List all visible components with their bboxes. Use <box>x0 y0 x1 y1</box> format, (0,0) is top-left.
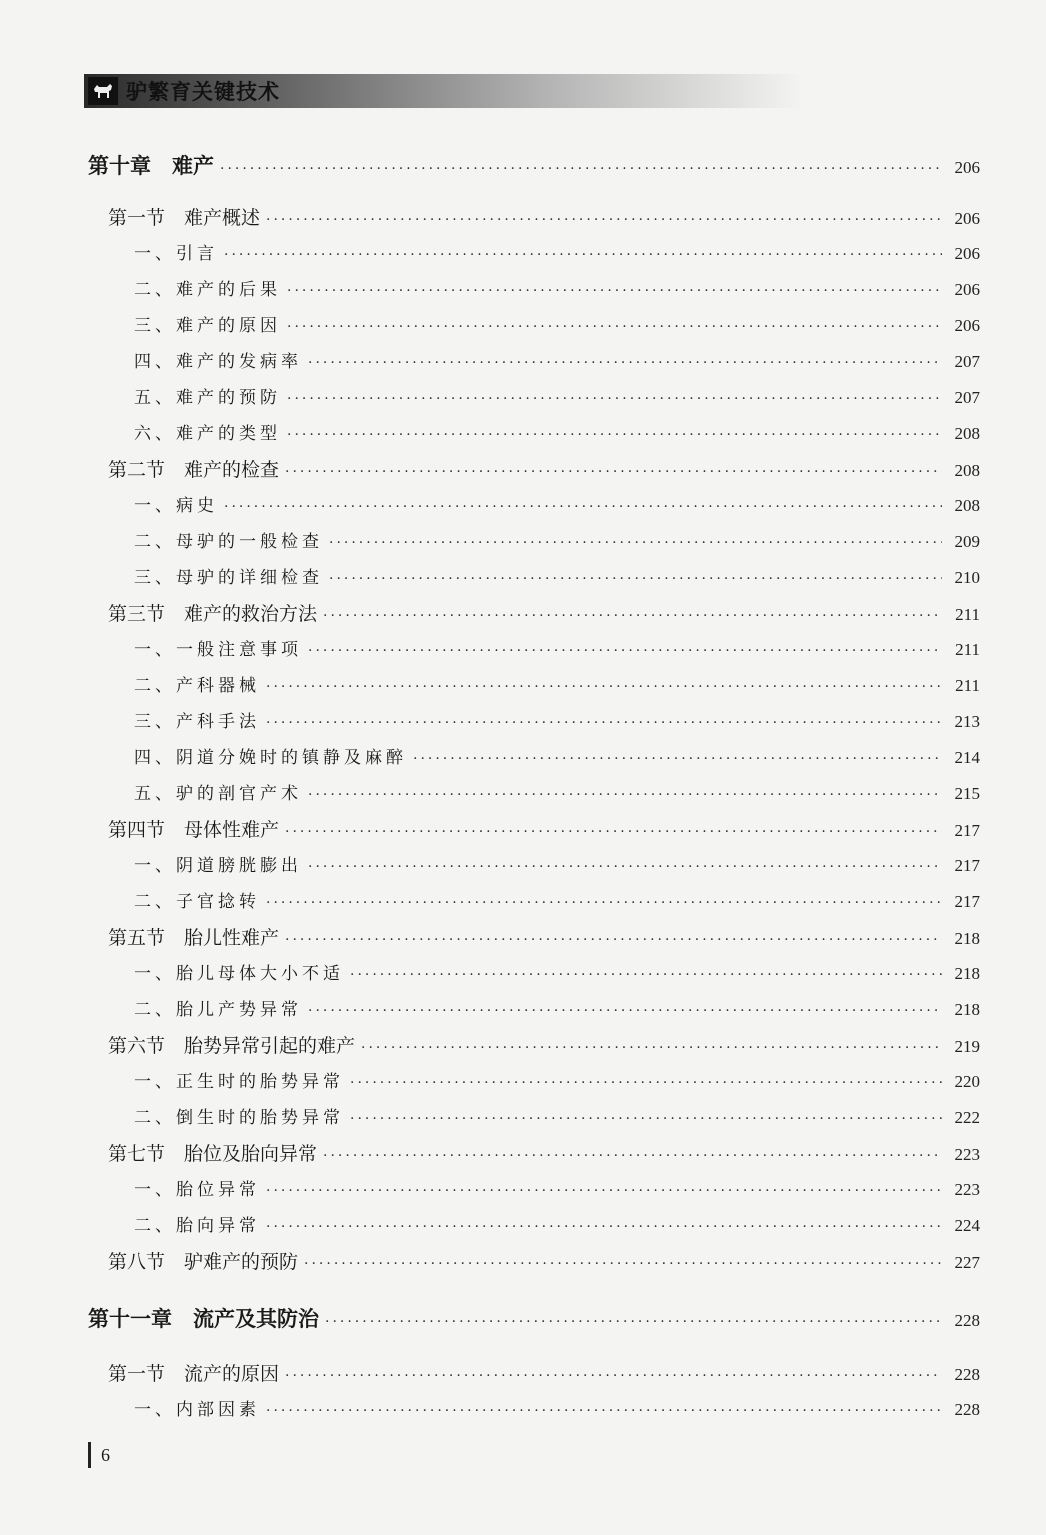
toc-entry-item <box>134 1175 980 1200</box>
toc-entry-item <box>134 671 980 696</box>
dot-leader <box>308 643 942 659</box>
toc-entry-label: 第六节 胎势异常引起的难产 <box>108 1035 356 1057</box>
toc-entry-section <box>108 455 980 482</box>
toc-entry-page: 213 <box>954 712 980 731</box>
dot-leader <box>361 1040 942 1056</box>
dot-leader <box>287 391 942 407</box>
toc-entry-label: 二、难产的后果 <box>134 280 281 300</box>
toc-entry-label: 六、难产的类型 <box>134 424 281 444</box>
toc-entry-item <box>134 419 980 444</box>
toc-entry-page: 211 <box>955 640 980 659</box>
toc-entry-label: 一、胎儿母体大小不适 <box>134 964 344 984</box>
toc-entry-page: 208 <box>954 496 980 515</box>
toc-entry-page: 224 <box>954 1216 980 1235</box>
toc-entry-section <box>108 1139 980 1166</box>
toc-entry-label: 四、阴道分娩时的镇静及麻醉 <box>134 748 407 768</box>
toc-entry-label: 二、产科器械 <box>134 676 260 696</box>
toc-entry-page: 217 <box>954 892 980 911</box>
toc-entry-item <box>134 887 980 912</box>
toc-entry-label: 二、胎儿产势异常 <box>134 1000 302 1020</box>
dot-leader <box>266 1403 942 1419</box>
toc-entry-item <box>134 779 980 804</box>
dot-leader <box>224 499 942 515</box>
toc-entry-page: 208 <box>954 461 980 480</box>
dot-leader <box>266 895 942 911</box>
toc-entry-page: 223 <box>954 1145 980 1164</box>
toc-entry-page: 206 <box>954 158 980 177</box>
page-footer <box>88 1440 110 1470</box>
toc-entry-section <box>108 599 980 626</box>
toc-entry-item <box>134 311 980 336</box>
toc-entry-label: 第七节 胎位及胎向异常 <box>108 1143 318 1165</box>
toc-entry-label: 三、难产的原因 <box>134 316 281 336</box>
dot-leader <box>224 247 942 263</box>
toc-entry-item <box>134 995 980 1020</box>
toc-entry-page: 223 <box>954 1180 980 1199</box>
page-number: 6 <box>101 1444 110 1465</box>
toc-entry-page: 222 <box>954 1108 980 1127</box>
toc-entry-item <box>134 1395 980 1420</box>
dot-leader <box>266 212 942 228</box>
toc-entry-label: 三、母驴的详细检查 <box>134 568 323 588</box>
toc-entry-item <box>134 851 980 876</box>
toc-entry-page: 206 <box>954 244 980 263</box>
toc-entry-label: 第五节 胎儿性难产 <box>108 927 280 949</box>
toc-entry-page: 227 <box>954 1253 980 1272</box>
footer-divider <box>88 1442 91 1468</box>
toc-entry-page: 209 <box>954 532 980 551</box>
donkey-icon <box>88 77 118 105</box>
toc-entry-label: 第四节 母体性难产 <box>108 819 280 841</box>
toc-entry-label: 二、子官捻转 <box>134 892 260 912</box>
toc-entry-label: 第八节 驴难产的预防 <box>108 1251 299 1273</box>
toc-entry-item <box>134 491 980 516</box>
toc-entry-item <box>134 1067 980 1092</box>
toc-entry-label: 第十章 难产 <box>88 154 214 178</box>
running-header <box>84 74 804 108</box>
dot-leader <box>325 1314 942 1330</box>
toc-entry-label: 第二节 难产的检查 <box>108 459 280 481</box>
toc-entry-page: 215 <box>954 784 980 803</box>
toc-entry-page: 207 <box>954 388 980 407</box>
toc-entry-page: 228 <box>954 1400 980 1419</box>
toc-entry-page: 211 <box>955 676 980 695</box>
toc-entry-label: 第一节 难产概述 <box>108 207 261 229</box>
dot-leader <box>285 464 942 480</box>
toc-entry-section <box>108 1247 980 1274</box>
toc-entry-label: 一、一般注意事项 <box>134 640 302 660</box>
toc-entry-label: 第三节 难产的救治方法 <box>108 603 318 625</box>
toc-entry-item <box>134 1211 980 1236</box>
toc-entry-item <box>134 743 980 768</box>
dot-leader <box>308 355 942 371</box>
dot-leader <box>266 715 942 731</box>
toc-entry-label: 第十一章 流产及其防治 <box>88 1307 319 1331</box>
book-title: 驴繁育关键技术 <box>126 80 280 104</box>
toc-entry-page: 206 <box>954 280 980 299</box>
dot-leader <box>287 283 942 299</box>
dot-leader <box>308 859 942 875</box>
toc-entry-page: 206 <box>954 316 980 335</box>
dot-leader <box>285 1368 942 1384</box>
toc-entry-item <box>134 959 980 984</box>
toc-entry-label: 第一节 流产的原因 <box>108 1363 280 1385</box>
toc-entry-page: 206 <box>954 209 980 228</box>
toc-entry-page: 228 <box>954 1311 980 1330</box>
dot-leader <box>323 608 942 624</box>
toc-entry-item <box>134 635 980 660</box>
toc-entry-label: 一、引言 <box>134 244 218 264</box>
dot-leader <box>287 427 942 443</box>
toc-entry-label: 一、正生时的胎势异常 <box>134 1072 344 1092</box>
dot-leader <box>329 571 942 587</box>
toc-entry-page: 217 <box>954 856 980 875</box>
toc-entry-item <box>134 1103 980 1128</box>
toc-entry-item <box>134 239 980 264</box>
toc-entry-page: 220 <box>954 1072 980 1091</box>
toc-entry-page: 207 <box>954 352 980 371</box>
toc-entry-section <box>108 203 980 230</box>
toc-entry-label: 一、阴道膀胱膨出 <box>134 856 302 876</box>
toc-entry-chapter <box>88 150 980 180</box>
toc-entry-label: 一、病史 <box>134 496 218 516</box>
toc-entry-page: 219 <box>954 1037 980 1056</box>
toc-entry-section <box>108 815 980 842</box>
dot-leader <box>266 1219 942 1235</box>
dot-leader <box>329 535 942 551</box>
dot-leader <box>308 1003 942 1019</box>
dot-leader <box>304 1256 942 1272</box>
toc-entry-page: 218 <box>954 964 980 983</box>
toc-entry-label: 三、产科手法 <box>134 712 260 732</box>
dot-leader <box>266 1183 942 1199</box>
dot-leader <box>323 1148 942 1164</box>
dot-leader <box>350 967 942 983</box>
toc-entry-page: 217 <box>954 821 980 840</box>
dot-leader <box>308 787 942 803</box>
toc-entry-label: 五、驴的剖官产术 <box>134 784 302 804</box>
toc-entry-section <box>108 1359 980 1386</box>
toc-entry-page: 228 <box>954 1365 980 1384</box>
dot-leader <box>350 1111 942 1127</box>
toc-entry-page: 208 <box>954 424 980 443</box>
toc-entry-chapter <box>88 1303 980 1333</box>
toc-entry-label: 二、倒生时的胎势异常 <box>134 1108 344 1128</box>
dot-leader <box>287 319 942 335</box>
toc-entry-item <box>134 347 980 372</box>
toc-entry-item <box>134 275 980 300</box>
dot-leader <box>285 824 942 840</box>
toc-entry-section <box>108 1031 980 1058</box>
toc-entry-item <box>134 707 980 732</box>
toc-entry-label: 一、内部因素 <box>134 1400 260 1420</box>
toc-entry-label: 五、难产的预防 <box>134 388 281 408</box>
dot-leader <box>350 1075 942 1091</box>
toc-entry-label: 二、胎向异常 <box>134 1216 260 1236</box>
toc-entry-page: 214 <box>954 748 980 767</box>
toc-entry-item <box>134 527 980 552</box>
toc-entry-label: 二、母驴的一般检查 <box>134 532 323 552</box>
dot-leader <box>285 932 942 948</box>
toc-entry-item <box>134 383 980 408</box>
toc-entry-page: 218 <box>954 1000 980 1019</box>
toc-entry-section <box>108 923 980 950</box>
toc-entry-page: 210 <box>954 568 980 587</box>
toc-entry-label: 一、胎位异常 <box>134 1180 260 1200</box>
dot-leader <box>220 161 942 177</box>
toc-entry-label: 四、难产的发病率 <box>134 352 302 372</box>
toc-entry-item <box>134 563 980 588</box>
dot-leader <box>413 751 942 767</box>
toc-entry-page: 218 <box>954 929 980 948</box>
toc-entry-page: 211 <box>955 605 980 624</box>
dot-leader <box>266 679 942 695</box>
